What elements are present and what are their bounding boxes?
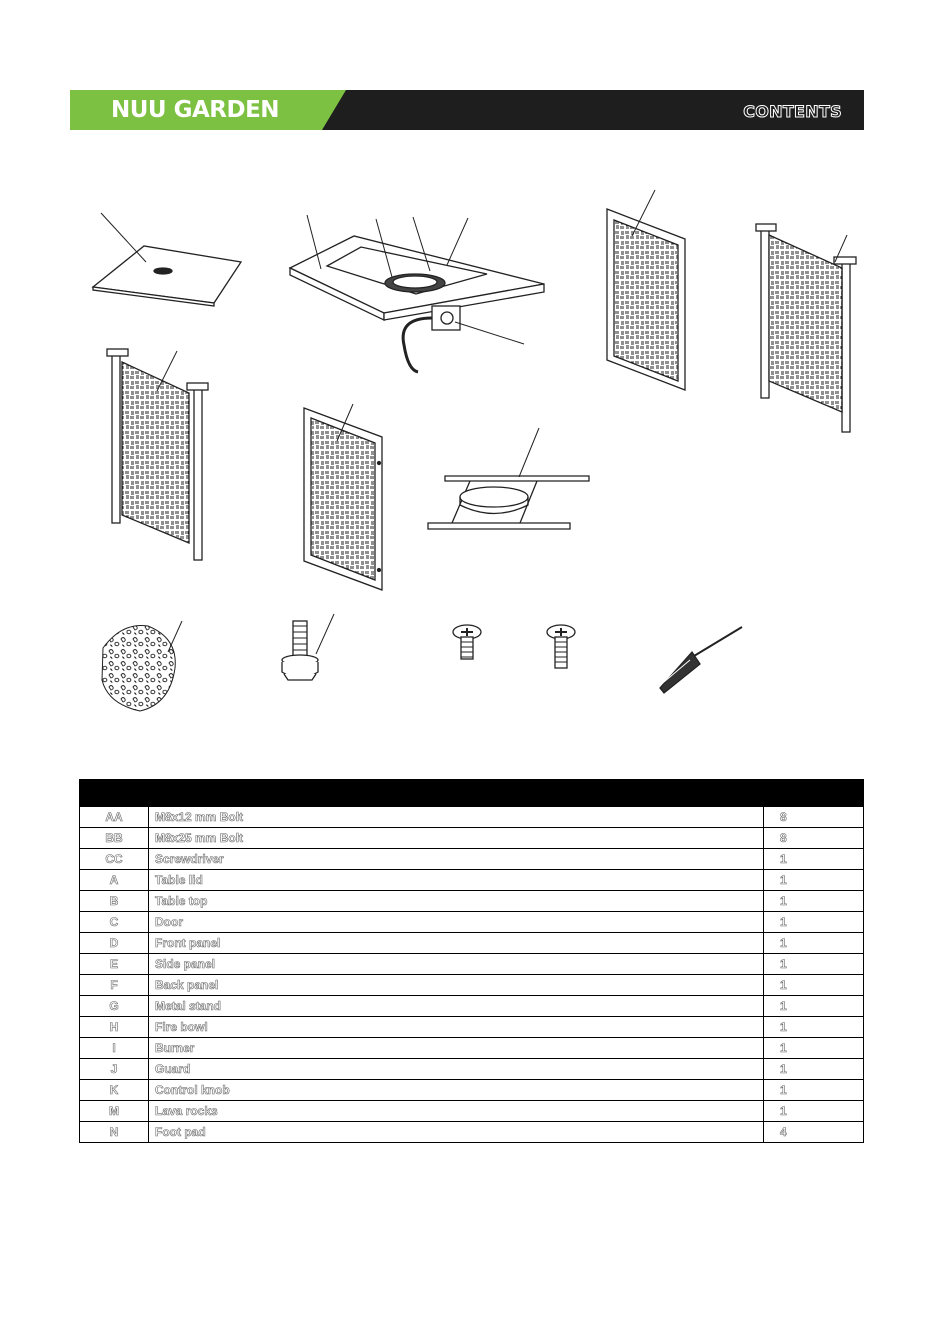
part-code: M: [80, 1101, 149, 1122]
part-code: I: [80, 1038, 149, 1059]
part-qty: 1: [764, 1101, 864, 1122]
part-description: Door: [149, 912, 764, 933]
part-code: F: [80, 975, 149, 996]
part-qty: 8: [764, 828, 864, 849]
front-panel-illustration: [107, 349, 208, 560]
table-row: [80, 954, 864, 975]
part-description: Foot pad: [149, 1122, 764, 1143]
part-description: Back panel: [149, 975, 764, 996]
door-illustration: [607, 190, 685, 390]
part-qty: 1: [764, 849, 864, 870]
part-code: E: [80, 954, 149, 975]
parts-table: [79, 779, 864, 1143]
foot-pad-illustration: [282, 614, 334, 680]
table-row: [80, 933, 864, 954]
table-row: [80, 912, 864, 933]
part-qty: 1: [764, 996, 864, 1017]
part-code: AA: [80, 807, 149, 828]
table-row: [80, 1059, 864, 1080]
lava-rocks-illustration: [102, 621, 182, 711]
parts-illustrations: [0, 150, 936, 750]
part-qty: 4: [764, 1122, 864, 1143]
part-code: BB: [80, 828, 149, 849]
table-row: [80, 849, 864, 870]
part-qty: 1: [764, 870, 864, 891]
part-description: Fire bowl: [149, 1017, 764, 1038]
part-description: Burner: [149, 1038, 764, 1059]
part-code: N: [80, 1122, 149, 1143]
section-title: CONTENTS: [743, 102, 842, 121]
screwdriver-illustration: [660, 627, 742, 693]
m8x12-bolt-illustration: [453, 625, 481, 659]
part-description: M8x25 mm Bolt: [149, 828, 764, 849]
part-description: Control knob: [149, 1080, 764, 1101]
part-description: Side panel: [149, 954, 764, 975]
part-description: M8x12 mm Bolt: [149, 807, 764, 828]
table-row: [80, 1122, 864, 1143]
table-row: [80, 996, 864, 1017]
part-code: CC: [80, 849, 149, 870]
table-row: [80, 891, 864, 912]
table-row: [80, 1038, 864, 1059]
part-qty: 1: [764, 975, 864, 996]
part-qty: 1: [764, 1017, 864, 1038]
header-code: [80, 780, 149, 807]
parts-table-header: [80, 780, 864, 807]
header-qty: [764, 780, 864, 807]
table-row: [80, 870, 864, 891]
back-panel-illustration: [304, 404, 382, 590]
part-qty: 1: [764, 1059, 864, 1080]
part-code: H: [80, 1017, 149, 1038]
parts-table-body: [80, 807, 864, 1143]
header-banner: [70, 90, 864, 130]
part-qty: 8: [764, 807, 864, 828]
header-description: [149, 780, 764, 807]
part-description: Guard: [149, 1059, 764, 1080]
part-qty: 1: [764, 912, 864, 933]
part-description: Screwdriver: [149, 849, 764, 870]
part-description: Front panel: [149, 933, 764, 954]
table-row: [80, 828, 864, 849]
part-code: J: [80, 1059, 149, 1080]
part-code: C: [80, 912, 149, 933]
part-description: Table top: [149, 891, 764, 912]
part-description: Table lid: [149, 870, 764, 891]
part-qty: 1: [764, 933, 864, 954]
metal-stand-illustration: [428, 428, 589, 529]
table-row: [80, 975, 864, 996]
brand-logo-text: NUU GARDEN: [111, 97, 280, 123]
part-code: B: [80, 891, 149, 912]
part-code: D: [80, 933, 149, 954]
part-qty: 1: [764, 891, 864, 912]
part-qty: 1: [764, 1038, 864, 1059]
part-qty: 1: [764, 1080, 864, 1101]
part-description: Metal stand: [149, 996, 764, 1017]
table-top-illustration: [290, 215, 544, 372]
part-description: Lava rocks: [149, 1101, 764, 1122]
side-panel-illustration: [756, 224, 856, 432]
table-row: [80, 1101, 864, 1122]
part-code: K: [80, 1080, 149, 1101]
m8x25-bolt-illustration: [547, 625, 575, 668]
table-lid-illustration: [93, 213, 241, 306]
table-row: [80, 1080, 864, 1101]
part-qty: 1: [764, 954, 864, 975]
table-row: [80, 1017, 864, 1038]
table-row: [80, 807, 864, 828]
part-code: A: [80, 870, 149, 891]
part-code: G: [80, 996, 149, 1017]
